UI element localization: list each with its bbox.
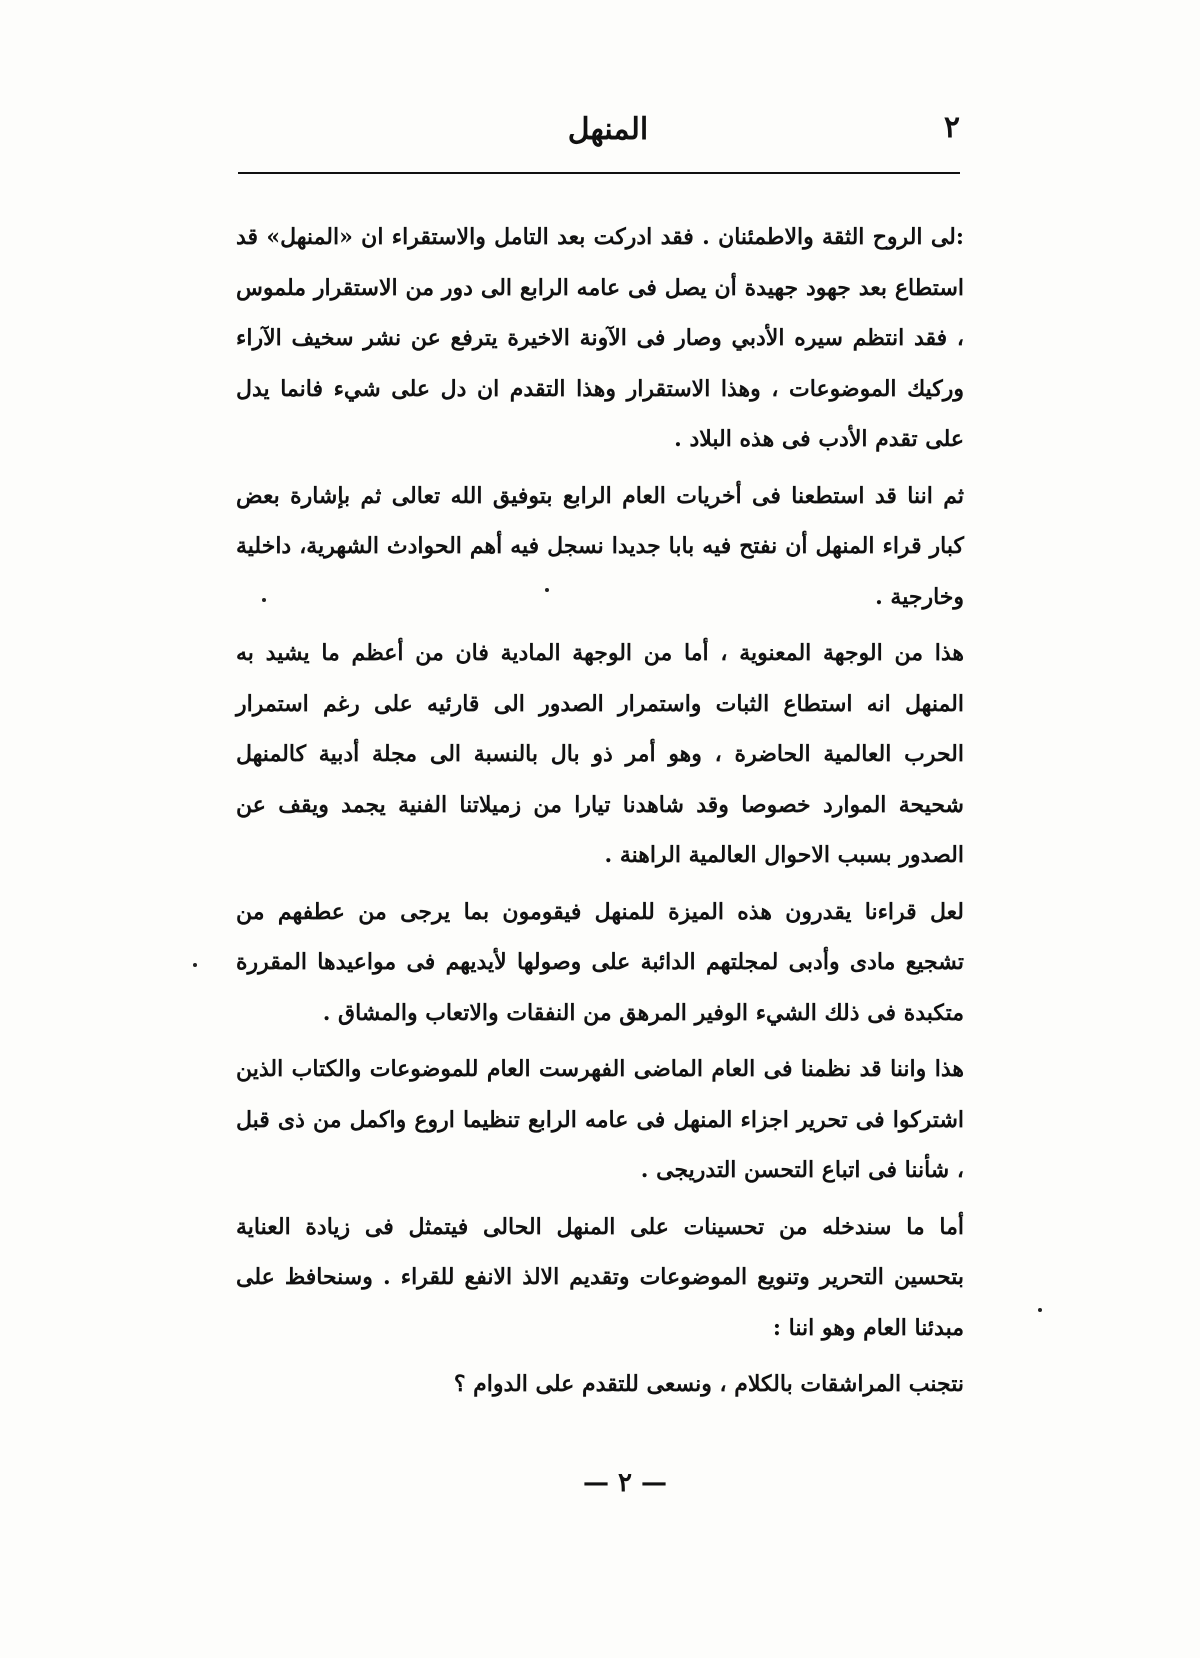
paragraph-2: ثم اننا قد استطعنا فى أخريات العام الرابع بتوفيق الله تعالى ثم بإشارة بعض كبار قراء المنهل أن نفتح فيه بابا جديدا نسجل فيه أهم الحوادث الشهرية، داخلية وخارجية .: [236, 482, 964, 610]
article-body: [236, 212, 964, 1416]
paragraph-5: هذا واننا قد نظمنا فى العام الماضى الفهرست العام للموضوعات والكتاب الذين اشتركوا فى تحرير اجزاء المنهل فى عامه الرابع تنظيما اروع واكمل من ذى قبل ، شأننا فى اتباع التحسن التدريجى .: [236, 1056, 964, 1183]
journal-title: المنهل: [567, 112, 649, 147]
print-speck: [262, 598, 266, 602]
closing-line: نتجنب المراشقات بالكلام ، ونسعى للتقدم على الدوام ؟: [453, 1371, 964, 1397]
print-speck: [193, 963, 197, 967]
paragraph-1: :لى الروح الثقة والاطمئنان . فقد ادركت بعد التامل والاستقراء ان «المنهل» قد استطاع بعد جهود جهيدة أن يصل فى عامه الرابع الى دور من الاستقرار ملموس ، فقد انتظم سيره الأدبي وصار فى الآونة الاخيرة يترفع عن نشر سخيف الآراء وركيك الموضوعات ، وهذا الاستقرار وهذا التقدم ان دل على شيء فانما يدل على تقدم الأدب فى هذه البلاد .: [236, 224, 964, 452]
header-page-number: ٢: [943, 110, 960, 145]
print-speck: [545, 588, 549, 592]
print-speck: [1038, 1308, 1042, 1312]
paragraph-6: أما ما سندخله من تحسينات على المنهل الحالى فيتمثل فى زيادة العناية بتحسين التحرير وتنويع الموضوعات وتقديم الالذ الانفع للقراء . وسنحافظ على مبدئنا العام وهو اننا :: [236, 1213, 964, 1341]
paragraph-3: هذا من الوجهة المعنوية ، أما من الوجهة المادية فان من أعظم ما يشيد به المنهل انه استطاع الثبات واستمرار الصدور الى قارئيه على رغم استمرار الحرب العالمية الحاضرة ، وهو أمر ذو بال بالنسبة الى مجلة أدبية كالمنهل شحيحة الموارد خصوصا وقد شاهدنا تيارا من زميلاتنا الفنية يجمد ويقف عن الصدور بسبب الاحوال العالمية الراهنة .: [236, 640, 964, 868]
paragraph-4: لعل قراءنا يقدرون هذه الميزة للمنهل فيقومون بما يرجى من عطفهم من تشجيع مادى وأدبى لمجلتهم الدائبة على وصولها لأيديهم فى مواعيدها المقررة متكبدة فى ذلك الشيء الوفير المرهق من النفقات والاتعاب والمشاق .: [236, 898, 964, 1026]
footer-page-number: — ٢ —: [582, 1468, 668, 1498]
page-header: [238, 112, 960, 172]
header-divider: [238, 172, 960, 174]
